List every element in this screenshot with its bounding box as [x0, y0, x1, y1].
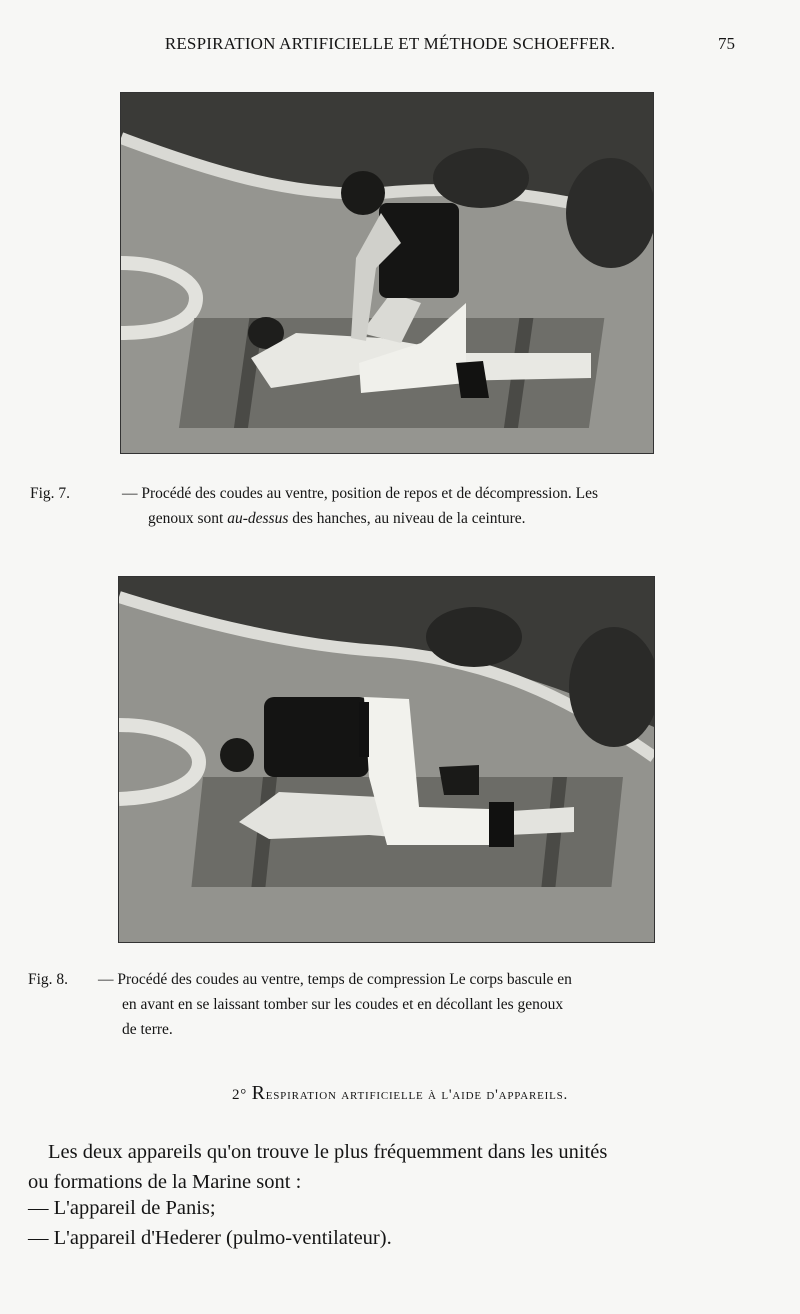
- page-number: 75: [718, 34, 735, 53]
- figure-8-caption-line1: — Procédé des coudes au ventre, temps de compression Le corps bascule en: [98, 971, 572, 988]
- figure-7-caption-line2-end: des hanches, au niveau de la ceinture.: [288, 510, 526, 527]
- figure-8-photo: [118, 576, 655, 943]
- running-header-title: RESPIRATION ARTIFICIELLE ET MÉTHODE SCHOEFFER.: [164, 34, 616, 53]
- section-number: 2°: [231, 1087, 248, 1103]
- figure-7-caption-line1: — Procédé des coudes au ventre, position de repos et de décompression. Les: [122, 485, 599, 502]
- figure-7-caption-line2: [122, 506, 526, 531]
- figure-8-label: Fig. 8.: [28, 971, 69, 988]
- section-title-rest: espiration artificielle à l'aide d'appareils.: [265, 1087, 569, 1103]
- list-item-panis: — L'appareil de Panis;: [28, 1197, 216, 1219]
- section-title-initial: R: [251, 1082, 266, 1104]
- figure-7-caption-emphasis: au-dessus: [227, 510, 289, 527]
- paragraph-line-1: Les deux appareils qu'on trouve le plus fréquemment dans les unités: [48, 1141, 608, 1163]
- figure-8-caption: [28, 967, 748, 1047]
- figure-7-caption: [30, 481, 750, 536]
- list-item-hederer: — L'appareil d'Hederer (pulmo-ventilateur).: [28, 1227, 392, 1249]
- figure-8-caption-text: [98, 967, 744, 1042]
- figure-7-caption-text: [122, 481, 762, 531]
- section-heading: [0, 1082, 800, 1105]
- paragraph-line-2: ou formations de la Marine sont :: [28, 1171, 302, 1193]
- figure-7-caption-line2-start: genoux sont: [148, 510, 228, 527]
- figure-8-caption-line2: en avant en se laissant tomber sur les coudes et en décollant les genoux: [122, 996, 564, 1013]
- figure-7-photo: [120, 92, 654, 454]
- figure-7-label: Fig. 7.: [30, 485, 71, 502]
- figure-8-caption-line3: de terre.: [122, 1021, 173, 1038]
